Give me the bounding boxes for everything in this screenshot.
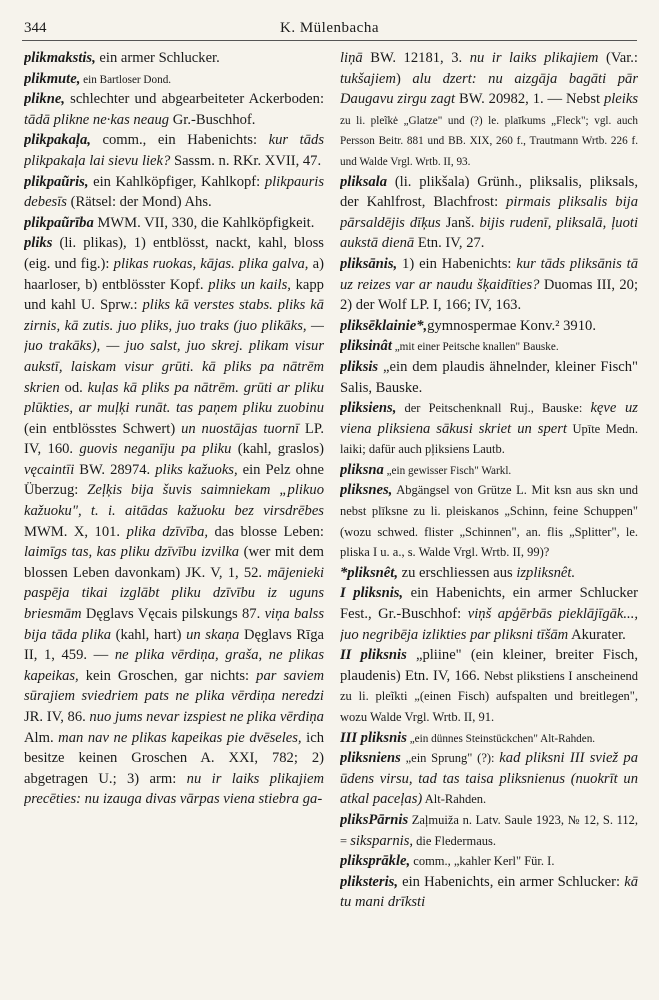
example-text: liņā xyxy=(340,50,363,66)
example-text: vęcaintīi xyxy=(24,461,75,478)
entry-text: „ein dem plaudis ähnelnder, kleiner Fisch" Salis, Bauske. xyxy=(340,358,638,396)
entry-text: BW. 12181, 3. xyxy=(362,50,470,66)
dictionary-entry xyxy=(340,357,638,398)
dictionary-entry xyxy=(24,213,324,234)
example-text: pliks un kails, xyxy=(208,276,291,293)
headword: plikpaũris, xyxy=(24,173,89,190)
entry-text: MWM. VII, 330, die Kahlköpfigkeit. xyxy=(93,214,315,231)
dictionary-entry xyxy=(24,89,324,130)
example-text: tukšajiem xyxy=(340,70,396,87)
page-number: 344 xyxy=(24,20,47,36)
running-title: K. Mülenbacha xyxy=(280,20,379,36)
entry-text: zu li. pleĩkė „Glatze" und (?) le. plaīkums „Fleck"; vgl. auch Persson Beitr. 881 und BB. XIX, 260 f., Trautmann Wrtb. 226 f. und Walde Vrgl. Wrtb. II, 93. xyxy=(340,114,638,168)
page-header xyxy=(22,20,637,41)
entry-text: (kahl, hart) xyxy=(111,626,187,643)
headword: II pliksnis xyxy=(340,647,407,664)
example-text: kā tu mani drīksti xyxy=(340,873,638,911)
example-text: kur tāds plikpakaļa lai sievu liek? xyxy=(24,132,324,169)
example-text: nuo jums nevar izspiest ne plika vērdiņa xyxy=(89,709,324,725)
entry-text: Upīte Medn. laiki; dafür auch pļiksiens Lautb. xyxy=(340,421,638,457)
example-text: nu ir laiks plikajiem precēties: nu izauga divas vārpas viena stiebra ga- xyxy=(24,770,324,808)
entry-text: (Var.: xyxy=(598,50,638,66)
example-text: plikpauris debesīs xyxy=(24,173,324,211)
example-text: pirmais pliksalis bija pārsaldējis dīķus xyxy=(340,194,638,231)
example-text: pliks kažuoks, xyxy=(155,461,238,478)
entry-text: comm., „kahler Kerl" Für. I. xyxy=(410,854,555,869)
entry-text: a) haarloser, b) entblösster Kopf. xyxy=(24,255,324,293)
dictionary-entry xyxy=(24,172,324,213)
dictionary-entry xyxy=(24,233,324,810)
entry-text: (li. plikas), 1) entblösst, nackt, kahl, bloss (eig. und fig.): xyxy=(24,235,324,272)
left-column xyxy=(24,48,324,986)
example-text: par saviem sūrajiem sviedriem pats ne plika vērdiņa neredzi xyxy=(24,667,324,705)
entry-text: Nebst plikstiens I anscheinend zu li. pleĩkti „(einen Fisch) aufspalten und breitlegen", wozu Walde Vrgl. Wrtb. II, 91. xyxy=(340,668,638,724)
example-text: kad pliksni III sviež pa ūdens virsu, tad tas taisa pliksnienus (nuokrīt un atkal paceļas) xyxy=(340,750,638,808)
dictionary-entry xyxy=(24,69,324,90)
entry-text: Duomas III, 20; 2) der Wolf LP. I, 166; IV, 163. xyxy=(340,276,638,314)
headword: III pliksnis xyxy=(340,729,407,746)
example-text: tādā plikne ne·kas neaug xyxy=(24,111,170,128)
example-text: un nuostājas tuornī xyxy=(181,420,300,437)
entry-text: (kahl, graslos) xyxy=(231,441,324,458)
example-text: mājenieki paspēja tikai izglābt pliku dzīvību iz uguns briesmām xyxy=(24,564,324,623)
headword: I pliksnis, xyxy=(340,585,404,602)
example-text: Zeļķis bija šuvis saimniekam „plikuo kažuoku", t. i. aitādas kažuoku bez virsdrēbes xyxy=(24,482,324,520)
entry-text: od. xyxy=(59,379,88,396)
entry-text: zu erschliessen aus xyxy=(397,564,517,581)
entry-text: „pliine" (ein kleiner, breiter Fisch, plaudenis) Etn. IV, 166. xyxy=(340,647,638,684)
entry-text: „ein dünnes Steinstückchen" Alt-Rahden. xyxy=(406,732,596,745)
dictionary-entry xyxy=(340,563,638,584)
example-text: pliks kā verstes stabs. pliks kā zirnis, kā zutis. juo pliks, juo traks (juo plikāks, — juo trakāks), — juo salst, juo skrej. plikam visur aukstī, laiskam visur grūti. kā pliks pa nātrēm skrien xyxy=(24,297,324,396)
entry-text: ein Habenichts, ein armer Schlucker Fest., Gr.-Buschhof: xyxy=(340,585,638,623)
headword: pliksnes, xyxy=(340,482,393,499)
example-text: siksparnis, xyxy=(350,832,414,849)
entry-text: kapp und kahl U. Sprw.: xyxy=(24,276,324,314)
entry-text: (ein entblösstes Schwert) xyxy=(24,420,182,437)
entry-text: Etn. IV, 27. xyxy=(414,235,485,252)
entry-text: das blosse Leben: xyxy=(208,523,324,540)
entry-text: Janš. xyxy=(440,214,480,231)
dictionary-entry xyxy=(340,336,638,357)
entry-text: BW. 28974. xyxy=(74,461,156,478)
headword: pliksiens, xyxy=(340,400,397,417)
entry-text: Sassm. n. RKr. XVII, 47. xyxy=(170,152,322,169)
example-text: alu dzert: nu aizgāja bagāti pār Daugavu zirgu zagt xyxy=(340,70,638,108)
entry-text: ich besitze keinen Groschen A. XXI, 782; 2) abgetragen U.; 3) arm: xyxy=(24,729,324,787)
example-text: nu ir laiks plikajiem xyxy=(469,50,599,66)
example-text: viņš apģērbās pieklājīgāk..., juo negribēja izlikties par pliksni tīšām xyxy=(340,606,638,643)
entry-text: die Fledermaus. xyxy=(413,833,496,848)
dictionary-entry xyxy=(340,48,638,172)
example-text: pleiks xyxy=(603,91,638,108)
headword: pliksprākle, xyxy=(340,853,411,870)
dictionary-entry xyxy=(340,748,638,810)
example-text: ne plika vērdiņa, graša, ne plikas kapeikas, xyxy=(24,647,324,684)
example-text: kuļas kā pliks pa nātrēm. grūti ar pliku plūkties, ar muļķi runāt. tas paņem pliku zuobinu xyxy=(24,379,324,417)
entry-text: ein Bartloser Dond. xyxy=(80,73,172,86)
entry-text: „mit einer Peitsche knallen" Bauske. xyxy=(391,341,559,354)
example-text: kur tāds pliksānis tā uz reizes var ar naudu šķaidīties? xyxy=(340,255,638,293)
dictionary-entry xyxy=(24,130,324,171)
dictionary-entry xyxy=(340,480,638,562)
entry-text: kein Groschen, gar nichts: xyxy=(78,667,257,684)
headword: pliksānis, xyxy=(340,255,398,272)
example-text: un skaņa xyxy=(186,626,240,643)
headword: pliksniens xyxy=(340,750,401,767)
example-text: izpliksnêt. xyxy=(516,564,576,581)
dictionary-entry xyxy=(340,728,638,749)
headword: plikpaũrība xyxy=(24,214,94,231)
entry-text: MWM. X, 101. xyxy=(24,523,127,540)
example-text: kęve uz viena pliksiena sākusi skriet un spert xyxy=(340,400,638,437)
example-text: guovis neganīju pa pliku xyxy=(79,441,232,458)
entry-text: comm., ein Habenichts: xyxy=(90,132,269,149)
example-text: plikas ruokas, kājas. plika galva, xyxy=(113,255,309,272)
entry-text: ein Pelz ohne Überzug: xyxy=(24,461,324,499)
headword: plikpakaļa, xyxy=(24,132,91,149)
entry-text: (li. plikšala) Grünh., pliksalis, pliksals, der Kahlfrost, Blachfrost: xyxy=(340,173,638,211)
headword: pliksis xyxy=(340,358,379,375)
entry-text: Alt-Rahden. xyxy=(422,792,487,807)
headword: plikmute, xyxy=(24,70,81,87)
entry-text: LP. IV, 160. xyxy=(24,420,324,458)
entry-text: BW. 20982, 1. — Nebst xyxy=(455,91,604,108)
dictionary-entry xyxy=(24,48,324,69)
headword: pliksPārnis xyxy=(340,811,409,828)
example-text: man nav ne plikas kapeikas pie dvēseles, xyxy=(58,729,302,746)
entry-text: Dęglavs Rīga II, 1, 459. — xyxy=(24,626,324,664)
entry-text: „ein gewisser Fisch" Warkl. xyxy=(383,464,512,477)
dictionary-entry xyxy=(340,398,638,460)
entry-text: Dęglavs Vęcais pilskungs 87. xyxy=(81,606,265,623)
entry-text: ein Kahlköpfiger, Kahlkopf: xyxy=(88,173,265,190)
entry-text: der Peitschenknall Ruj., Bauske: xyxy=(396,401,591,416)
entry-text: Zaļmuiža n. Latv. Saule 1923, № 12, S. 112, = xyxy=(340,812,638,848)
entry-text: JR. IV, 86. xyxy=(24,709,90,725)
entry-text: Alm. xyxy=(24,729,59,746)
entry-text: „ein Sprung" (?): xyxy=(400,751,500,766)
dictionary-entry xyxy=(340,172,638,254)
headword: pliksala xyxy=(340,173,388,190)
headword: pliks xyxy=(24,235,53,252)
right-column xyxy=(340,48,638,986)
headword: pliksēklainie*, xyxy=(340,317,428,334)
dictionary-entry xyxy=(340,460,638,481)
entry-text: (Rätsel: der Mond) Ahs. xyxy=(66,194,212,211)
entry-text: ein armer Schlucker. xyxy=(95,50,220,66)
example-text: plika dzīvība, xyxy=(126,523,209,540)
example-text: viņa balss bija tāda plika xyxy=(24,606,324,643)
dictionary-entry xyxy=(340,872,638,913)
example-text: bijis rudenī, pliksalā, ļuoti aukstā dienā xyxy=(340,214,638,252)
headword: plikmakstis, xyxy=(24,50,96,66)
headword: *pliksnêt, xyxy=(340,564,398,581)
entry-text: gymnospermae Konv.² 3910. xyxy=(427,317,596,334)
example-text: laimīgs tas, kas pliku dzīvību izvilka xyxy=(24,544,240,561)
dictionary-entry xyxy=(340,583,638,645)
dictionary-entry xyxy=(340,645,638,727)
entry-text: Gr.-Buschhof. xyxy=(169,111,256,128)
headword: plikne, xyxy=(24,91,65,108)
headword: pliksinât xyxy=(340,338,392,355)
entry-text: ein Habenichts, ein armer Schlucker: xyxy=(397,873,625,890)
dictionary-entry xyxy=(340,851,638,872)
entry-text: ) xyxy=(395,70,413,87)
entry-text: (wer mit dem blossen Leben davonkam) JK. V, 1, 52. xyxy=(24,544,324,581)
dictionary-entry xyxy=(340,254,638,316)
entry-text: Abgängsel von Grütze L. Mit ksn aus skn und nebst plīksne zu li. pleiskanos „Schinn, feine Schuppen" (wozu schwed. flister „Schinnen", an. flis „Splitter", le. pliska I u. a., s. Walde Vrgl. Wrtb. II, 99)? xyxy=(340,483,638,560)
entry-text: schlechter und abgearbeiteter Ackerboden: xyxy=(64,91,324,108)
headword: pliksteris, xyxy=(340,873,398,890)
headword: pliksna xyxy=(340,461,384,478)
dictionary-entry xyxy=(340,316,638,337)
entry-text: 1) ein Habenichts: xyxy=(397,255,517,272)
entry-text: Akurater. xyxy=(568,626,626,643)
dictionary-entry xyxy=(340,810,638,851)
